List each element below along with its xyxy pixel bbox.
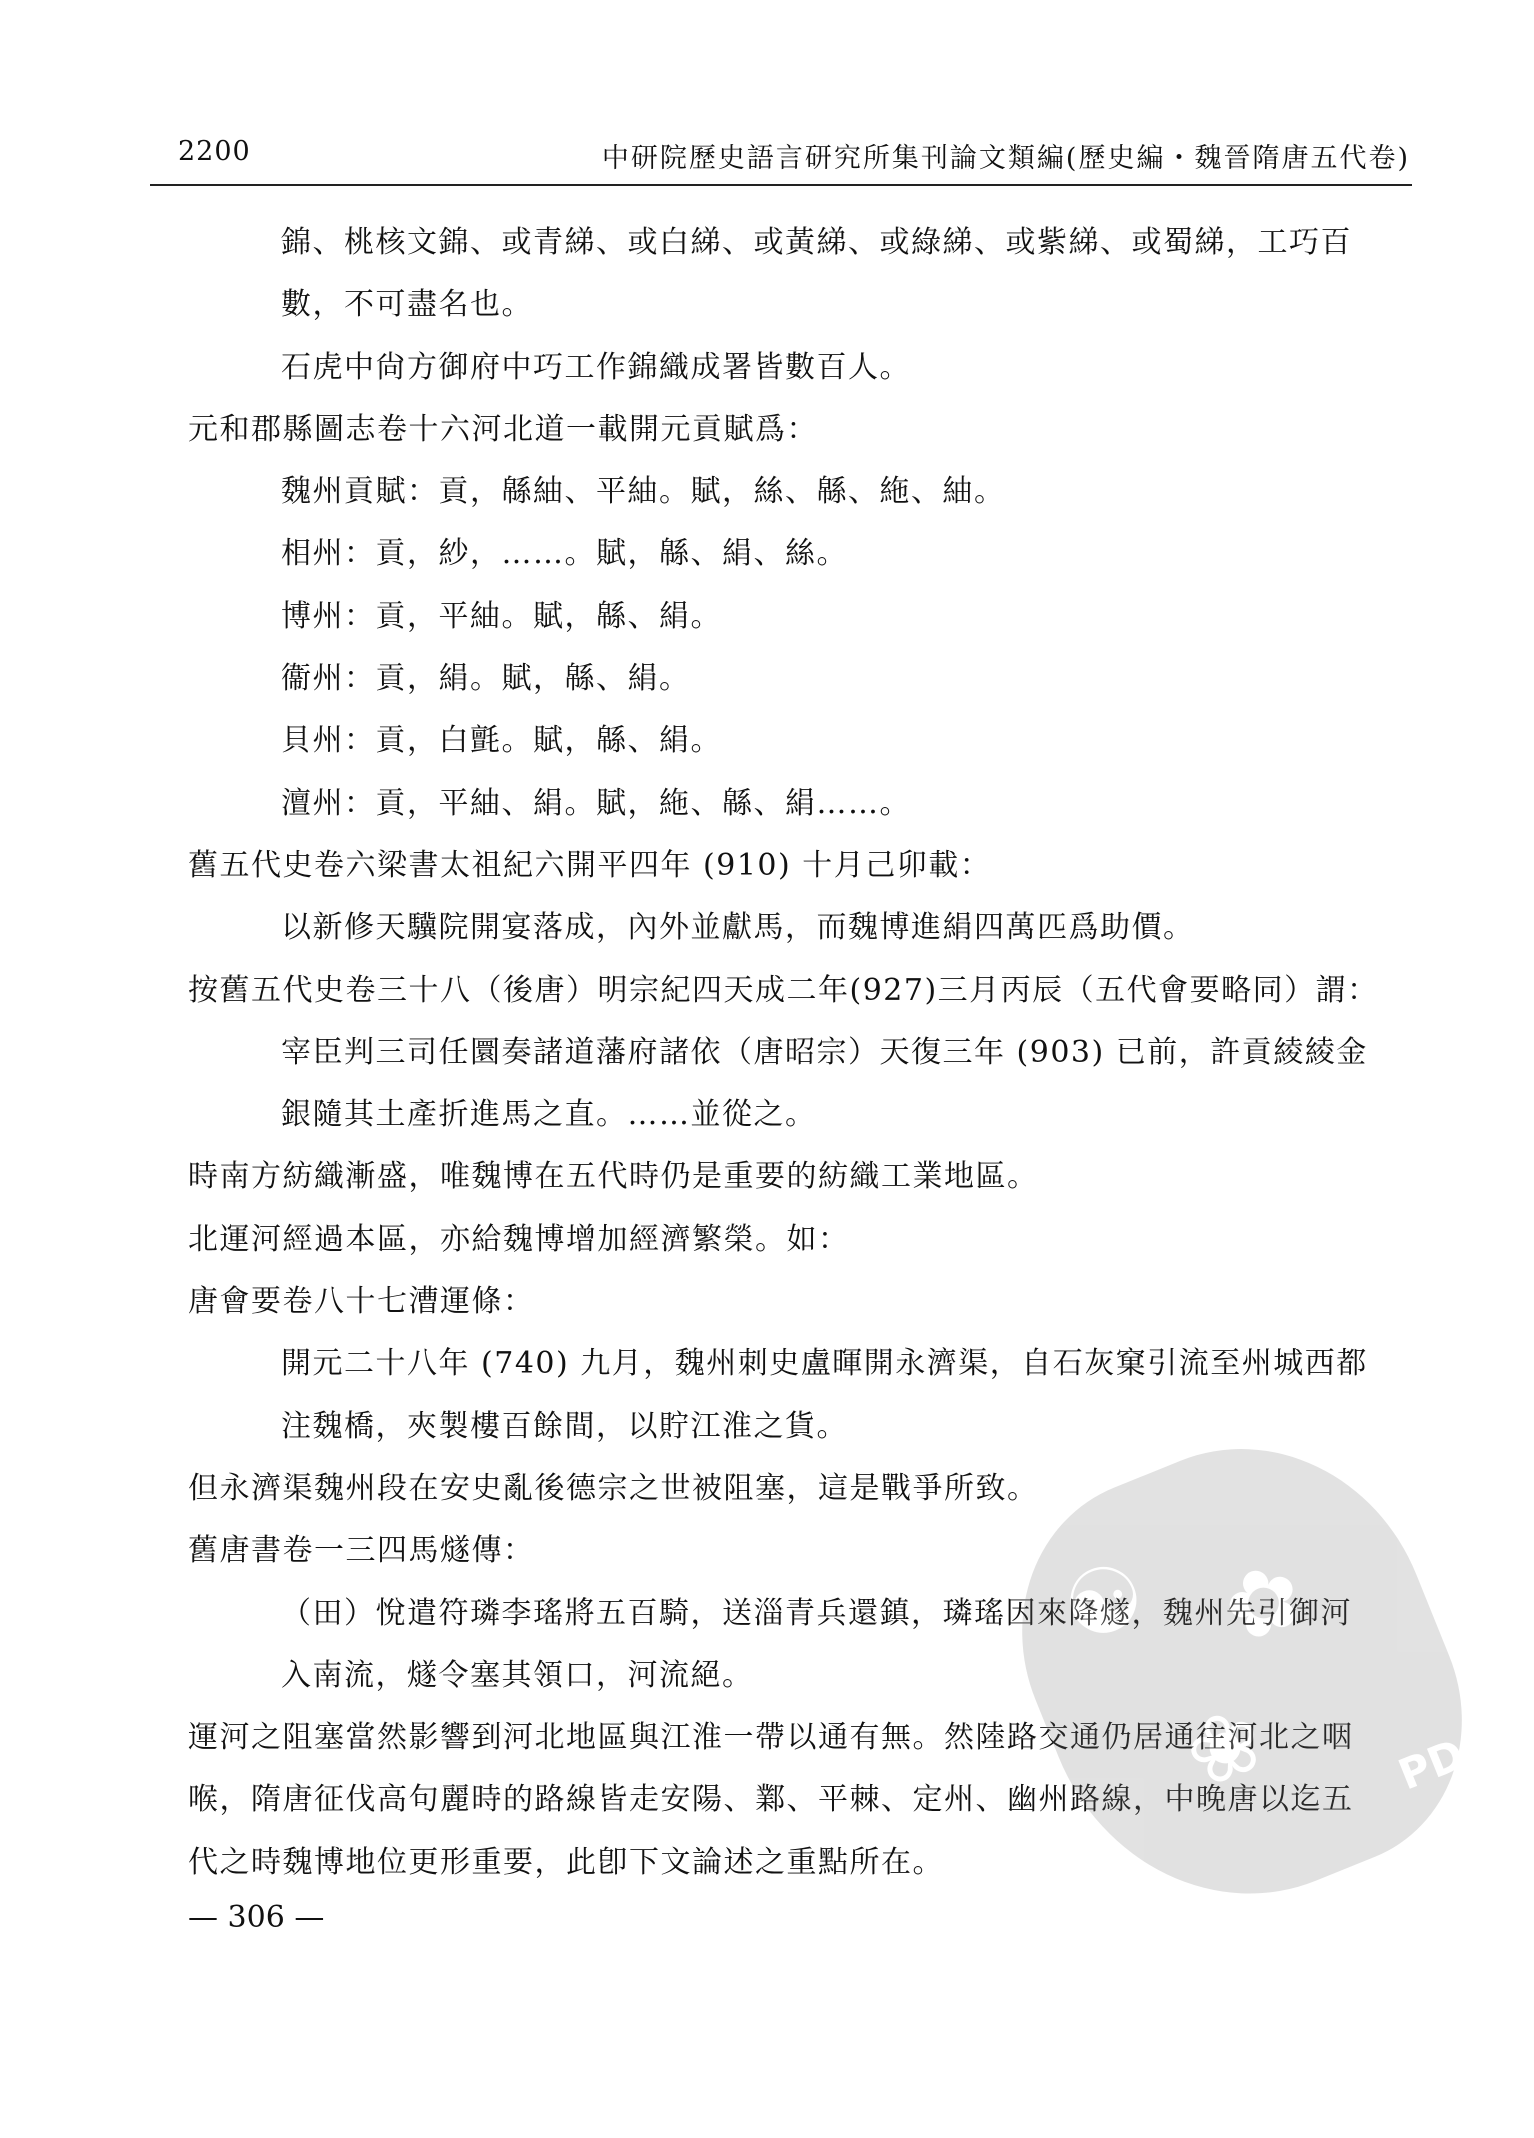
text-line: 宰臣判三司任圜奏諸道藩府諸依（唐昭宗）天復三年 (903) 已前，許貢綾綾金 bbox=[281, 1034, 1368, 1070]
seal-glyph: ✿ bbox=[1208, 1539, 1319, 1666]
text-line: 博州：貢，平紬。賦，緜、絹。 bbox=[281, 598, 722, 634]
text-line: 衞州：貢，絹。賦，緜、絹。 bbox=[281, 661, 691, 697]
text-line: 以新修天驥院開宴落成，內外並獻馬，而魏博進絹四萬匹爲助價。 bbox=[281, 910, 1195, 946]
text-line: 數，不可盡名也。 bbox=[281, 287, 533, 323]
text-line: 按舊五代史卷三十八（後唐）明宗紀四天成二年(927)三月丙辰（五代會要略同）謂： bbox=[188, 972, 1379, 1008]
text-line: 北運河經過本區，亦給魏博增加經濟繁榮。如： bbox=[188, 1221, 850, 1257]
footer-page-number: — 306 — bbox=[188, 1900, 325, 1935]
text-line: 銀隨其土產折進馬之直。……並從之。 bbox=[281, 1097, 817, 1133]
seal-glyph: ❀ bbox=[1170, 1684, 1280, 1811]
text-line: 相州：貢，紗，……。賦，緜、絹、絲。 bbox=[281, 536, 848, 572]
text-line: 貝州：貢，白氈。賦，緜、絹。 bbox=[281, 723, 722, 759]
text-line: 元和郡縣圖志卷十六河北道一載開元貢賦爲： bbox=[188, 411, 818, 447]
running-title: 中研院歷史語言研究所集刊論文類編(歷史編・魏晉隋唐五代卷) bbox=[601, 143, 1410, 174]
text-line: 澶州：貢，平紬、絹。賦，絁、緜、絹……。 bbox=[281, 785, 911, 821]
text-line: 運河之阻塞當然影響到河北地區與江淮一帶以通有無。然陸路交通仍居通往河北之咽 bbox=[188, 1720, 1354, 1756]
text-line: 錦、桃核文錦、或青綈、或白綈、或黃綈、或綠綈、或紫綈、或蜀綈，工巧百 bbox=[281, 225, 1352, 260]
text-line: 但永濟渠魏州段在安史亂後德宗之世被阻塞，這是戰爭所致。 bbox=[188, 1470, 1039, 1506]
page-header bbox=[178, 136, 1410, 186]
watermark-text: PDG bbox=[1391, 1716, 1503, 1800]
text-line: 入南流，燧令塞其領口，河流絕。 bbox=[281, 1657, 754, 1693]
text-line: 舊五代史卷六梁書太祖紀六開平四年 (910) 十月己卯載： bbox=[188, 847, 992, 883]
text-line: 舊唐書卷一三四馬燧傳： bbox=[188, 1533, 535, 1569]
text-line: 代之時魏博地位更形重要，此卽下文論述之重點所在。 bbox=[188, 1844, 944, 1880]
text-line: 石虎中尙方御府中巧工作錦織成署皆數百人。 bbox=[281, 349, 911, 385]
header-rule bbox=[150, 184, 1412, 186]
text-line: 時南方紡織漸盛，唯魏博在五代時仍是重要的紡織工業地區。 bbox=[188, 1159, 1039, 1195]
header-page-number: 2200 bbox=[178, 136, 251, 167]
text-line: 喉，隋唐征伐高句麗時的路線皆走安陽、鄴、平棘、定州、幽州路線，中晚唐以迄五 bbox=[188, 1782, 1354, 1818]
text-line: 魏州貢賦：貢，緜紬、平紬。賦，絲、緜、絁、紬。 bbox=[281, 474, 1006, 510]
text-line: 開元二十八年 (740) 九月，魏州刺史盧暉開永濟渠，自石灰窠引流至州城西都 bbox=[281, 1346, 1368, 1382]
text-line: （田）悅遣符璘李瑤將五百騎，送淄青兵還鎮，璘瑤因來降燧，魏州先引御河 bbox=[281, 1595, 1352, 1631]
seal-glyph: ☯ bbox=[1047, 1538, 1162, 1666]
text-line: 注魏橋，夾製樓百餘間，以貯江淮之貨。 bbox=[281, 1408, 848, 1444]
text-line: 唐會要卷八十七漕運條： bbox=[188, 1284, 535, 1320]
